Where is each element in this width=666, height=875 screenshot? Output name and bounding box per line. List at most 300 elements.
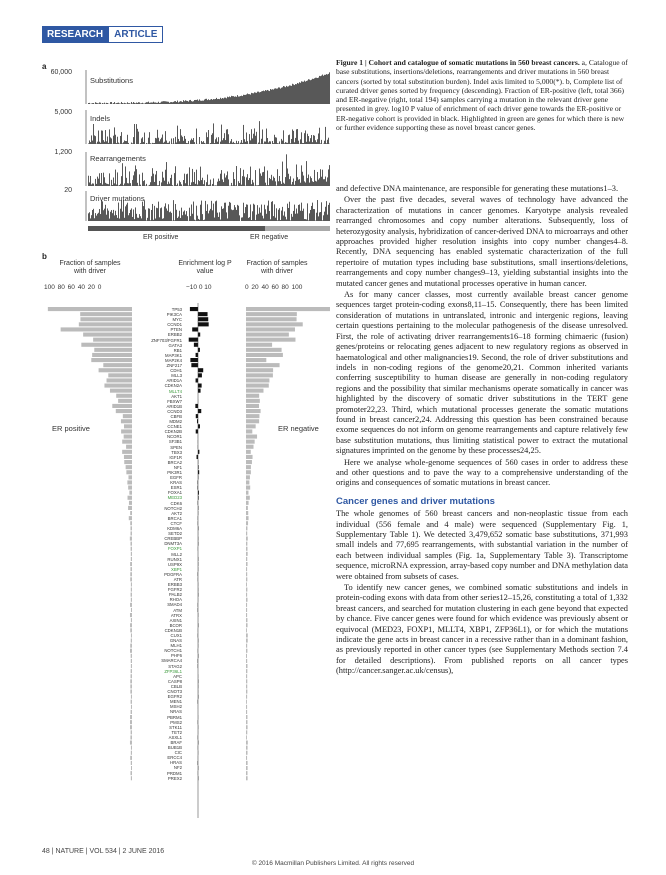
er-positive-bar (131, 669, 132, 673)
gene-label: DNMT3A (164, 541, 182, 547)
er-negative-bar (246, 664, 247, 668)
enrichment-bar (195, 404, 198, 408)
gene-label: MAP2K4 (165, 357, 182, 363)
gene-label: MLH1 (170, 643, 182, 649)
er-positive-bar (131, 700, 132, 704)
er-positive-bar (130, 715, 132, 719)
footer-page-info: 48 | NATURE | VOL 534 | 2 JUNE 2016 (42, 848, 165, 855)
er-negative-bar (246, 368, 273, 372)
er-positive-bar (130, 603, 132, 607)
er-positive-bar (130, 531, 132, 535)
er-positive-bar (128, 486, 132, 490)
er-positive-bar (122, 440, 132, 444)
er-positive-bar (131, 547, 132, 551)
er-positive-bar (131, 761, 132, 765)
gene-label: BUB1B (167, 745, 182, 751)
er-negative-bar (246, 735, 247, 739)
er-negative-bar (246, 654, 247, 658)
paragraph-5: To identify new cancer genes, we combined somatic substitutions and indels in protein-coding exons with data from other series12–15,26, constituting a total of 1,332 breast cancers, and searched for mutation clustering in each gene beyond that expected by chance. Five cancer genes were found for which evidence was previously absent or equivocal (MED23, FOXP1, MLLT4, XBP1, ZFP36L1), or for which the mutations indicate the gene acts in breast cancer in a recessive rather than in a dominant fashion, as previously reported in other cancer types (see Supplementary Methods section 7.4 for detailed descriptions). From published reports on all cancer types (http://cancer.sanger.ac.uk/census), (336, 583, 628, 676)
er-negative-bar (246, 705, 247, 709)
enrichment-bar (198, 373, 202, 377)
track-label-drivers: Driver mutations (90, 194, 145, 203)
gene-label: RUNX1 (167, 556, 182, 562)
gene-label: CASP8 (167, 678, 182, 684)
er-positive-bar (129, 491, 132, 495)
col1-ticks: 100 80 60 40 20 0 (44, 284, 102, 291)
er-negative-bar (246, 756, 247, 760)
er-negative-bar (246, 429, 252, 433)
er-negative-bar (246, 659, 247, 663)
er-negative-bar (246, 378, 269, 382)
er-positive-bar (124, 435, 132, 439)
enrichment-bar (190, 358, 198, 362)
gene-label: SETD2 (168, 531, 182, 537)
er-negative-bar (246, 445, 254, 449)
gene-label: MLL2 (171, 551, 182, 557)
er-negative-bar (246, 766, 248, 770)
er-positive-bar (61, 327, 132, 331)
er-positive-bar (128, 506, 132, 510)
er-positive-bar (130, 690, 132, 694)
er-negative-bar (246, 399, 260, 403)
er-positive-bar (130, 511, 132, 515)
caption-title: Figure 1 | Cohort and catalogue of somatic mutations in 560 breast cancers. (336, 58, 580, 67)
gene-label: NRAS (170, 709, 182, 715)
paragraph-4: The whole genomes of 560 breast cancers and non-neoplastic tissue from each individual (556 female and 4 male) were sequenced (Supplementary Fig. 1, Supplementary Table 1). We detected 3,479,652 somatic base substitutions, 371,993 small indels and 77,695 rearrangements, with substantial variation in the number of each between individual samples (Fig. 1a, Supplementary Table 3). Transcriptome sequence, microRNA expression, array-based copy number and DNA methylation data were obtained from subsets of cases. (336, 509, 628, 581)
gene-label: PDGFRA (164, 571, 182, 577)
er-positive-bar (131, 766, 132, 770)
er-positive-bar (130, 720, 132, 724)
gene-label: NOTCH2 (164, 505, 182, 511)
er-positive-bar (131, 659, 132, 663)
er-positive-bar (107, 378, 132, 382)
track-label-rearrangements: Rearrangements (90, 154, 146, 163)
gene-label: MAP3K1 (165, 352, 182, 358)
er-negative-bar (246, 700, 247, 704)
er-negative-bar (246, 455, 253, 459)
gene-label: ATRX (170, 612, 182, 618)
enrichment-bar (192, 327, 198, 331)
body-column (336, 184, 628, 678)
er-negative-bar (246, 547, 247, 551)
er-negative-bar (246, 649, 247, 653)
er-negative-bar (246, 695, 247, 699)
gene-label: CBFB (170, 413, 182, 419)
er-positive-bar (81, 343, 132, 347)
gene-label: MDM2 (169, 419, 182, 425)
er-positive-bar (130, 537, 132, 541)
gene-label: CCNE1 (167, 424, 182, 430)
paragraph-0: and defective DNA maintenance, are responsible for generating these mutations1–3. (336, 184, 619, 193)
gene-label: SF3B1 (168, 439, 182, 445)
er-negative-bar (246, 414, 259, 418)
er-negative-bar (246, 312, 297, 316)
er-positive-bar (131, 582, 132, 586)
gene-label: NF1 (173, 464, 182, 470)
track-label-substitutions: Substitutions (90, 76, 133, 85)
er-negative-bar (246, 363, 280, 367)
er-positive-bar (131, 588, 132, 592)
gene-label: STK11 (169, 724, 182, 730)
er-negative-bar (246, 506, 248, 510)
er-negative-bar (246, 531, 247, 535)
gene-label: CIC (174, 750, 182, 756)
gene-label: GATA3 (168, 342, 182, 348)
er-negative-label: ER negative (250, 234, 289, 241)
er-positive-bar (129, 516, 132, 520)
er-negative-bar (246, 730, 247, 734)
er-negative-bar (246, 593, 247, 597)
gene-label: CCND1 (167, 322, 182, 328)
col2-ticks: −10 0 10 (186, 284, 212, 291)
gene-label: BRCA2 (167, 459, 182, 465)
gene-label: ERBB3 (167, 582, 182, 588)
er-positive-bar (128, 496, 132, 500)
er-negative-bar (246, 511, 248, 515)
er-negative-bar (246, 674, 247, 678)
figure-caption (336, 58, 628, 132)
panel-b-chart (40, 298, 330, 818)
er-negative-bar (246, 501, 249, 505)
gene-label: USP9X (167, 561, 182, 567)
gene-label: ESR1 (170, 485, 182, 491)
er-negative-bar (246, 343, 272, 347)
er-positive-bar (130, 771, 132, 775)
er-negative-bar (246, 333, 289, 337)
gene-label: CDK6 (170, 500, 182, 506)
gene-label: MEN1 (170, 699, 182, 705)
panel-b-label: b (42, 252, 47, 261)
gene-label: PIK3CA (166, 312, 182, 318)
col1-title: Fraction of samples with driver (59, 260, 121, 275)
er-negative-bar (246, 424, 256, 428)
col3-title: Fraction of samples with driver (246, 260, 308, 275)
side-label-er-positive: ER positive (52, 424, 90, 433)
er-negative-bar (246, 322, 303, 326)
er-negative-bar (246, 389, 263, 393)
er-negative-bar (246, 746, 248, 750)
er-negative-bar (246, 404, 259, 408)
enrichment-bar (196, 353, 198, 357)
gene-label: EGFR (170, 475, 182, 481)
gene-label: APC (173, 673, 182, 679)
er-positive-bar (88, 226, 265, 231)
er-negative-bar (246, 725, 248, 729)
er-negative-bar (246, 491, 248, 495)
er-negative-bar (246, 628, 247, 632)
er-positive-bar (131, 608, 132, 612)
er-negative-bar (246, 496, 250, 500)
er-positive-bar (130, 613, 132, 617)
er-negative-bar (246, 486, 250, 490)
er-positive-bar (99, 368, 132, 372)
gene-label: RB1 (173, 347, 182, 353)
er-positive-bar (130, 562, 132, 566)
gene-label: BRAF (170, 739, 182, 745)
er-negative-bar (246, 644, 247, 648)
gene-label: CREBBP (164, 536, 182, 542)
er-positive-bar (124, 460, 132, 464)
col2-title: Enrichment log P value (178, 260, 232, 275)
gene-label: ERCC4 (167, 755, 182, 761)
er-positive-bar (130, 628, 132, 632)
er-negative-bar (246, 567, 247, 571)
er-negative-bar (246, 684, 247, 688)
er-positive-bar (131, 695, 132, 699)
er-positive-bar (104, 384, 132, 388)
enrichment-bar (198, 384, 202, 388)
er-positive-bar (94, 348, 132, 352)
gene-label: EGFR2 (167, 694, 182, 700)
er-negative-bar (246, 557, 247, 561)
er-negative-bar (246, 715, 247, 719)
er-negative-bar (246, 353, 283, 357)
er-negative-bar (246, 317, 297, 321)
er-positive-bar (112, 404, 132, 408)
enrichment-bar (198, 312, 208, 316)
gene-label: SMARCA4 (161, 658, 182, 664)
er-positive-bar (130, 756, 132, 760)
er-positive-bar (128, 475, 132, 479)
er-negative-bar (246, 679, 247, 683)
gene-label: CDKN2A (164, 383, 182, 389)
er-positive-bar (124, 455, 132, 459)
gene-label: TBX3 (171, 449, 182, 455)
gene-label: PREX2 (167, 775, 182, 781)
er-positive-bar (126, 445, 132, 449)
gene-label: HRAS (170, 760, 182, 766)
er-negative-bar (246, 480, 249, 484)
er-negative-bar (246, 572, 247, 576)
er-negative-bar (265, 226, 330, 231)
er-negative-bar (246, 373, 273, 377)
tick-drivers: 20 (64, 187, 72, 194)
paragraph-2: As for many cancer classes, most currently available breast cancer genome sequences target protein-coding exons8,11–15. Consequently, there has been limited consideration of mutations in untranslated, intronic and intergenic regions, leaving certain questions pertaining to the molecular pathogenesis of the disease unresolved. First, the role of activating driver rearrangements16–18 forming chimaeric (fusion) genes/proteins or relocating genes adjacent to new regulatory regions as observed in haematological and other malignancies19. Second, the role of driver substitutions and indels in non-coding regions of the genome20,21. Common inherited variants conferring susceptibility to human disease are generally in non-coding regulatory regions and the possibility that similar mechanisms operate somatically in cancer was highlighted by the discovery of somatic driver substitutions in the TERT gene promoter22,23. Third, which mutational processes generate the somatic mutations found in breast cancer2,24. Addressing this question has been constrained because exome sequences do not inform on genome rearrangements and capture relatively few base substitution mutations, thus limiting statistical power to extract the mutational signatures imprinted on the genome by these processes24,25. (336, 290, 628, 456)
gene-label: TP53 (171, 307, 182, 312)
er-positive-bar (130, 542, 132, 546)
enrichment-bar (198, 424, 200, 428)
er-positive-bar (131, 593, 132, 597)
er-negative-bar (246, 470, 251, 474)
footer-copyright: © 2016 Macmillan Publishers Limited. All rights reserved (251, 860, 415, 867)
er-positive-bar (129, 501, 132, 505)
gene-label: PBRM1 (167, 714, 182, 720)
side-label-er-negative: ER negative (278, 424, 319, 433)
er-negative-bar (246, 771, 247, 775)
enrichment-bar (198, 322, 209, 326)
er-positive-bar (91, 358, 132, 362)
enrichment-bar (196, 414, 198, 418)
enrichment-bar (191, 363, 198, 367)
gene-label: KRAS (170, 480, 182, 486)
er-positive-bar (92, 353, 132, 357)
gene-label: PTEN (170, 327, 182, 333)
er-negative-bar (246, 577, 247, 581)
er-positive-bar (130, 577, 132, 581)
caption-body: a, Catalogue of base substitutions, insertions/deletions, rearrangements and driver mutations in 560 breast cancers (sorted by total substitution burden). Indel axis limited to 5,000(*). b, Complete list of curated driver genes sorted by frequency (descending). Fraction of ER-positive (left, total 366) and ER-negative (right, total 194) samples carrying a mutation in the relevant driver gene presented in grey. log10 P value of enrichment of each driver gene towards the ER-positive or ER-negative cohort is provided in black. Highlighted in green are genes for which there is new or further evidence supporting these as novel breast cancer genes. (336, 58, 628, 133)
er-positive-bar (130, 572, 132, 576)
er-negative-bar (246, 475, 250, 479)
gene-label: CDKN2B (164, 429, 182, 435)
er-negative-bar (246, 608, 247, 612)
gene-label: PALB2 (168, 592, 182, 598)
enrichment-bar (190, 307, 198, 311)
enrichment-bar (196, 378, 198, 382)
er-positive-bar (130, 735, 132, 739)
er-negative-bar (246, 465, 251, 469)
gene-label: MLLT4 (168, 388, 182, 394)
er-negative-bar (246, 384, 269, 388)
col3-ticks: 0 20 40 60 80 100 (245, 284, 303, 291)
er-negative-bar (246, 618, 247, 622)
er-positive-bar (79, 322, 132, 326)
gene-label: FOXA1 (167, 490, 182, 496)
er-positive-bar (131, 730, 132, 734)
er-negative-bar (246, 562, 248, 566)
er-positive-bar (131, 710, 132, 714)
er-positive-bar (122, 450, 132, 454)
gene-label: ARID1A (166, 378, 182, 384)
gene-label: CUX1 (170, 633, 182, 638)
enrichment-bar (198, 368, 203, 372)
er-positive-bar (130, 567, 132, 571)
er-negative-bar (246, 633, 248, 637)
er-negative-bar (246, 358, 266, 362)
gene-label: FGFR2 (167, 587, 182, 593)
er-positive-bar (130, 741, 132, 745)
gene-label: ATM (173, 607, 182, 613)
er-positive-bar (130, 725, 132, 729)
er-positive-bar (124, 424, 132, 428)
er-positive-bar (80, 317, 132, 321)
er-positive-bar (130, 526, 132, 530)
enrichment-bar (194, 343, 198, 347)
gene-list (140, 307, 182, 781)
er-negative-bar (246, 720, 247, 724)
er-positive-bar (48, 307, 132, 311)
er-negative-bar (246, 526, 247, 530)
er-positive-bar (130, 684, 132, 688)
er-negative-bar (246, 598, 247, 602)
er-positive-bar (110, 389, 132, 393)
article-type-label: ARTICLE (108, 26, 163, 43)
er-positive-bar (126, 465, 132, 469)
er-positive-bar (108, 373, 132, 377)
er-negative-bar (246, 460, 252, 464)
er-positive-bar (121, 429, 132, 433)
er-positive-bar (131, 664, 132, 668)
gene-label: ZNF703/FGFR1 (151, 337, 182, 343)
er-negative-bar (246, 542, 247, 546)
gene-label: STAG2 (168, 663, 182, 669)
gene-label: NOTCH1 (164, 648, 182, 654)
er-negative-bar (246, 741, 248, 745)
er-positive-bar (126, 470, 132, 474)
er-negative-bar (246, 394, 259, 398)
gene-label: AKT2 (171, 510, 182, 516)
er-negative-bar (246, 603, 247, 607)
er-positive-bar (118, 399, 132, 403)
er-positive-bar (131, 746, 132, 750)
er-positive-bar (131, 639, 132, 643)
enrichment-bar (189, 338, 198, 342)
tick-substitutions: 60,000 (50, 69, 72, 76)
track-label-indels: Indels (90, 114, 111, 123)
gene-label: CTCF (170, 520, 182, 526)
gene-label: KDM6A (167, 526, 182, 532)
er-positive-bar (130, 623, 132, 627)
gene-label: PRDM1 (166, 770, 182, 776)
er-positive-bar (131, 674, 132, 678)
gene-label: ATR (173, 576, 182, 582)
gene-label: IGF1R (169, 454, 182, 460)
enrichment-bar (198, 348, 200, 352)
er-positive-bar (131, 751, 132, 755)
gene-label: XBP1 (171, 566, 182, 572)
journal-header (42, 26, 163, 43)
er-negative-bar (246, 588, 247, 592)
er-positive-bar (131, 705, 132, 709)
gene-label: GNAS (169, 638, 182, 644)
er-negative-bar (246, 669, 247, 673)
gene-label: CDKN1B (164, 627, 182, 633)
gene-label: AXIN1 (169, 617, 182, 623)
gene-label: BCOR (169, 622, 182, 628)
er-negative-bar (246, 761, 248, 765)
er-negative-bar (246, 409, 261, 413)
gene-label: ZNF217 (166, 363, 182, 369)
er-positive-bar (116, 394, 132, 398)
gene-label: MSH2 (170, 704, 182, 710)
er-positive-bar (83, 333, 132, 337)
er-positive-bar (130, 649, 132, 653)
gene-label: ZFP36L1 (164, 668, 182, 674)
enrichment-bar (198, 333, 200, 337)
gene-label: MYC (172, 317, 182, 323)
er-negative-bar (246, 450, 251, 454)
gene-label: CNOT3 (167, 689, 182, 695)
er-negative-bar (246, 776, 248, 780)
gene-label: FBXW7 (167, 398, 182, 404)
er-positive-bar (131, 618, 132, 622)
er-negative-bar (246, 582, 247, 586)
er-positive-bar (130, 521, 132, 525)
panel-a-label: a (42, 62, 47, 71)
er-positive-bar (127, 480, 132, 484)
er-negative-bar (246, 440, 255, 444)
er-negative-bar (246, 710, 247, 714)
er-negative-bar (246, 623, 248, 627)
er-positive-bar (103, 363, 132, 367)
gene-label: PIK3R1 (167, 470, 182, 475)
panel-a-chart (40, 66, 330, 244)
gene-label: PMS2 (170, 719, 182, 725)
er-negative-bar (246, 690, 247, 694)
er-negative-bar (246, 552, 248, 556)
gene-label: RHOA (169, 597, 182, 603)
section-heading: Cancer genes and driver mutations (336, 495, 495, 507)
gene-label: PHF6 (171, 653, 182, 659)
er-negative-bar (246, 521, 248, 525)
paragraph-3: Here we analyse whole-genome sequences of 560 cases in order to address these and other questions and to pave the way to a comprehensive understanding of the origins and consequences of somatic mutations in breast cancer. (336, 457, 628, 488)
enrichment-bar (198, 317, 208, 321)
section-label: RESEARCH (42, 26, 108, 43)
er-negative-bar (246, 435, 257, 439)
gene-label: ASXL1 (168, 734, 182, 740)
er-negative-bar (246, 751, 247, 755)
er-positive-bar (80, 312, 132, 316)
er-positive-bar (130, 644, 132, 648)
